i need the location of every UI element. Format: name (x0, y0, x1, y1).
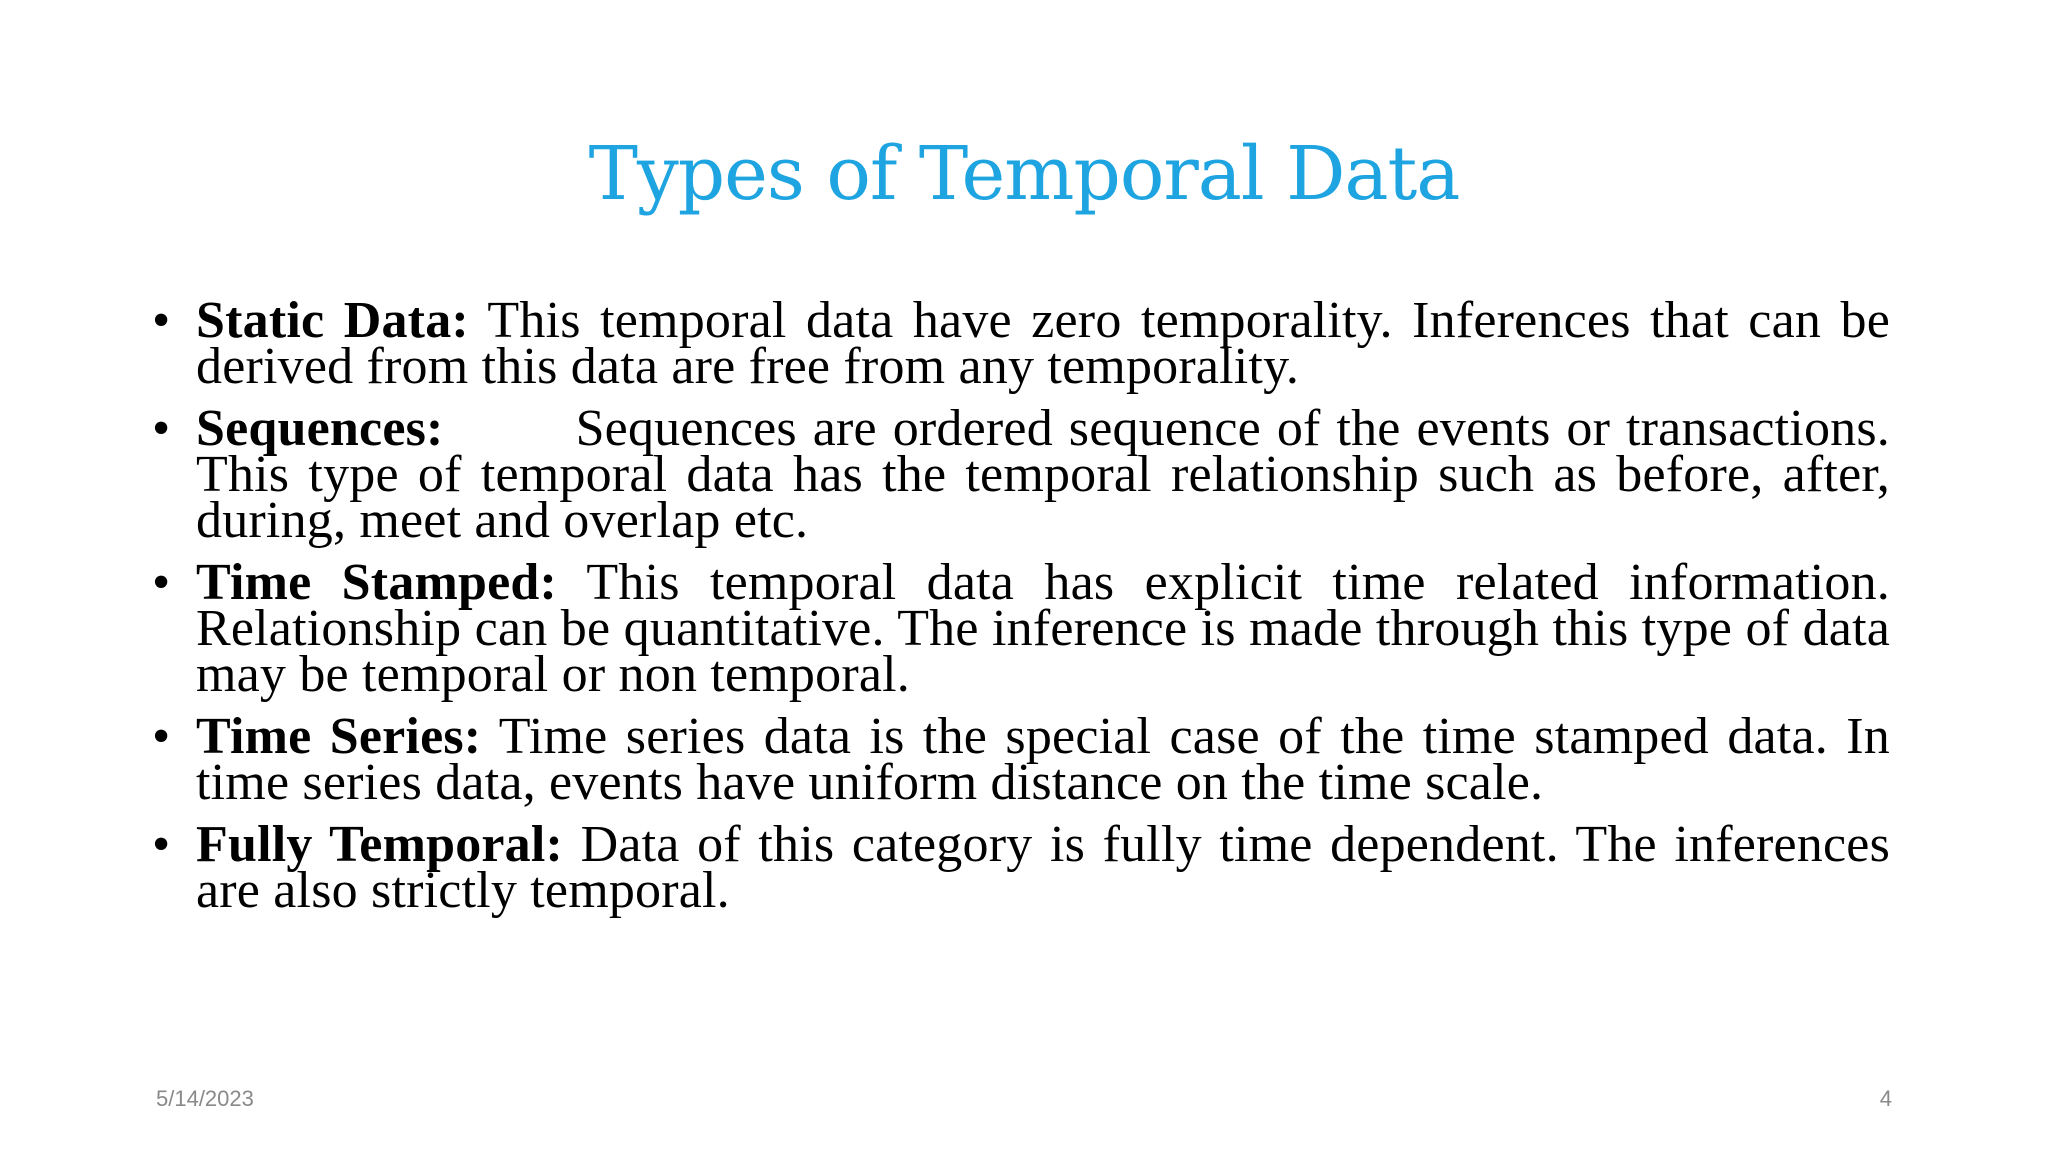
bullet-dot-icon: • (152, 400, 171, 457)
slide-title: Types of Temporal Data (588, 131, 1460, 217)
bullet-text: This temporal data has explicit time related information. Relationship can be quantitative. The inference is made through this type of data may be temporal or non temporal. (196, 554, 1890, 703)
bullet-term: Time Stamped: (196, 554, 558, 611)
bullet-text: This temporal data have zero temporality. Inferences that can be derived from this data are free from any temporality. (196, 292, 1890, 395)
bullet-dot-icon: • (152, 292, 171, 349)
bullet-term: Time Series: (196, 708, 482, 765)
bullet-dot-icon: • (152, 554, 171, 611)
bullet-item-time-series (152, 708, 1890, 811)
footer-page-number: 4 (1879, 1086, 1892, 1111)
footer-date: 5/14/2023 (156, 1086, 254, 1111)
bullet-dot-icon: • (152, 708, 171, 765)
bullet-term: Fully Temporal: (196, 816, 564, 873)
bullet-item-time-stamped (152, 554, 1890, 703)
bullet-dot-icon: • (152, 816, 171, 873)
bullet-text: Time series data is the special case of the time stamped data. In time series data, events have uniform distance on the time scale. (196, 708, 1890, 811)
bullet-term: Static Data: (196, 292, 469, 349)
bullet-term: Sequences: (196, 400, 444, 457)
bullet-item-fully-temporal (152, 816, 1890, 919)
bullet-text: Data of this category is fully time dependent. The inferences are also strictly temporal. (196, 816, 1890, 919)
bullet-text: Sequences are ordered sequence of the events or transactions. This type of temporal data has the temporal relationship such as before, after, during, meet and overlap etc. (196, 400, 1890, 549)
bullet-list (152, 292, 1890, 930)
bullet-item-sequences (152, 400, 1890, 549)
bullet-item-static-data (152, 292, 1890, 395)
